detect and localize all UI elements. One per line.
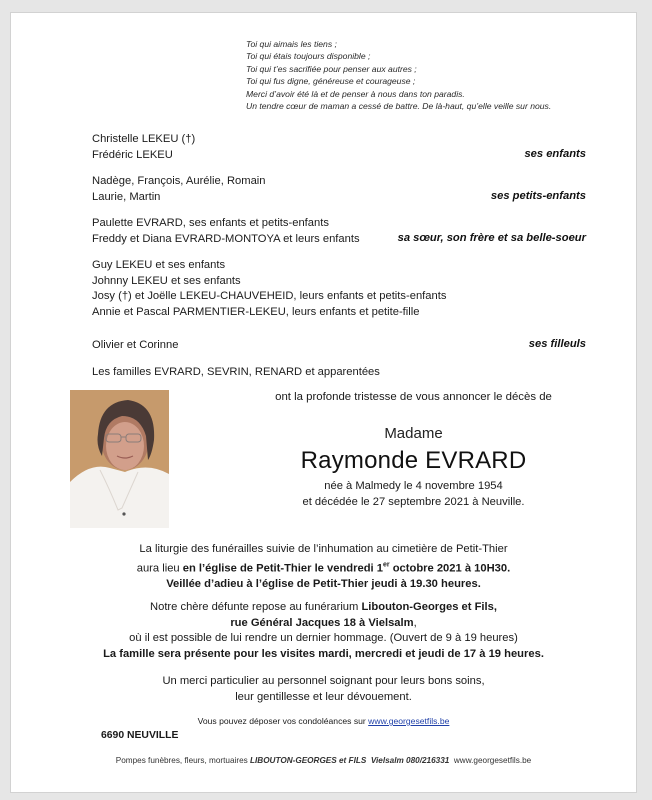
visitation-line-3: où il est possible de lui rendre un dernier hommage. (Ouvert de 9 à 19 heures) [129, 632, 518, 645]
thanks-line: Un merci particulier au personnel soignant pour leurs bons soins, [162, 675, 485, 687]
relation-grandchildren: ses petits-enfants [490, 190, 586, 202]
footer-site: www.georgesetfils.be [449, 756, 532, 765]
visitation-line-1 [11, 600, 636, 616]
family-line: Les familles EVRARD, SEVRIN, RENARD et apparentées [92, 366, 380, 378]
family-line: Johnny LEKEU et ses enfants [92, 274, 241, 287]
relation-children: ses enfants [524, 148, 586, 160]
family-line: Freddy et Diana EVRARD-MONTOYA et leurs enfants [92, 232, 360, 245]
death-info: et décédée le 27 septembre 2021 à Neuville. [302, 495, 525, 508]
poem-line: Un tendre cœur de maman a cessé de battre. De là-haut, qu’elle veille sur nous. [246, 101, 552, 112]
visitation-line-1-plain: Notre chère défunte repose au funérarium [150, 601, 362, 613]
family-line: Christelle LEKEU (†) [92, 133, 196, 145]
family-line: Frédéric LEKEU [92, 148, 173, 161]
footer-company: LIBOUTON-GEORGES et FILS Vielsalm 080/216331 [250, 756, 450, 765]
family-line: Olivier et Corinne [92, 339, 179, 351]
condolences-link[interactable]: www.georgesetfils.be [368, 716, 450, 726]
poem-line: Toi qui t’es sacrifiée pour penser aux autres ; [246, 63, 417, 74]
relation-godchildren: ses filleuls [528, 338, 586, 350]
deceased-name: Raymonde EVRARD [300, 447, 527, 474]
visitation-line-4: La famille sera présente pour les visites mardi, mercredi et jeudi de 17 à 19 heures. [103, 647, 544, 660]
footer [11, 756, 636, 765]
visitation-line-2 [11, 616, 636, 632]
footer-plain: Pompes funèbres, fleurs, mortuaires [115, 756, 250, 765]
funeral-home-name: Libouton-Georges et Fils, [361, 601, 497, 613]
funeral-line-2 [11, 558, 636, 577]
thanks-line: leur gentillesse et leur dévouement. [235, 690, 412, 703]
family-in-laws [92, 258, 446, 320]
poem [246, 38, 551, 112]
portrait-image [70, 390, 169, 528]
funeral-location: en l’église de Petit-Thier le vendredi 1 [182, 562, 383, 575]
relation-siblings: sa sœur, son frère et sa belle-soeur [397, 232, 586, 244]
obituary-page [11, 13, 636, 792]
family-line: Paulette EVRARD, ses enfants et petits-enfants [92, 217, 329, 229]
poem-line: Toi qui étais toujours disponible ; [246, 51, 371, 62]
poem-line: Merci d’avoir été là et de penser à nous dans ton paradis. [246, 88, 465, 99]
family-line: Nadège, François, Aurélie, Romain [92, 175, 266, 187]
condolences [11, 716, 636, 726]
funeral-line-1: La liturgie des funérailles suivie de l’inhumation au cimetière de Petit-Thier [139, 543, 508, 555]
funeral-line-2-plain: aura lieu [136, 562, 183, 575]
funeral-info [11, 542, 636, 593]
address: 6690 NEUVILLE [101, 730, 179, 741]
poem-line: Toi qui aimais les tiens ; [246, 39, 337, 49]
family-line: Annie et Pascal PARMENTIER-LEKEU, leurs enfants et petite-fille [92, 305, 420, 318]
funeral-line-3: Veillée d’adieu à l’église de Petit-Thier jeudi à 19.30 heures. [166, 577, 481, 590]
ordinal-suffix: er [382, 561, 390, 569]
visitation-info [11, 600, 636, 662]
announcement: ont la profonde tristesse de vous annoncer le décès de [275, 391, 552, 403]
funeral-home-address: rue Général Jacques 18 à Vielsalm [230, 616, 414, 629]
family-line: Josy (†) et Joëlle LEKEU-CHAUVEHEID, leurs enfants et petits-enfants [92, 290, 447, 303]
family-extended [92, 365, 380, 381]
condolences-text: Vous pouvez déposer vos condoléances sur [197, 716, 369, 726]
portrait-photo [70, 390, 169, 528]
deceased-dates [191, 479, 636, 510]
deceased-title: Madame [384, 425, 443, 442]
family-line: Laurie, Martin [92, 190, 161, 203]
family-children [92, 132, 195, 163]
family-line: Guy LEKEU et ses enfants [92, 259, 226, 271]
poem-line: Toi qui fus digne, généreuse et courageuse ; [246, 76, 416, 87]
funeral-date: octobre 2021 à 10H30. [389, 562, 511, 575]
family-grandchildren [92, 174, 266, 205]
visitation-line-2-plain: , [413, 616, 417, 629]
birth-info: née à Malmedy le 4 novembre 1954 [324, 480, 503, 492]
family-godchildren [92, 338, 178, 354]
family-siblings [92, 216, 360, 247]
thanks-note [11, 674, 636, 705]
